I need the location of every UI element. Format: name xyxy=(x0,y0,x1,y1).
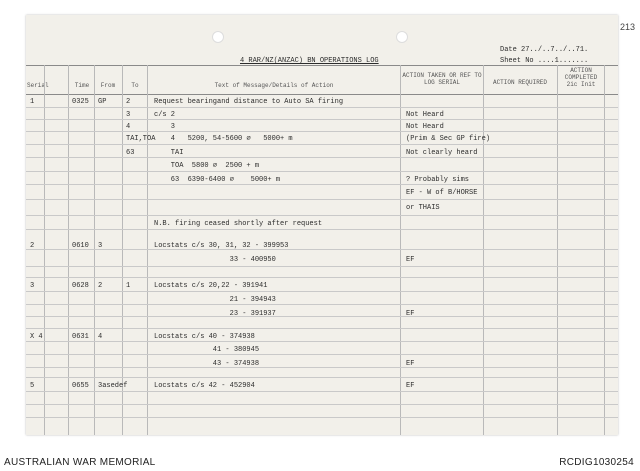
action-taken-cell: EF xyxy=(406,310,415,318)
row-rule xyxy=(26,367,618,368)
col-serial-header: Serial xyxy=(27,82,49,89)
log-sheet xyxy=(26,15,618,435)
time-cell: 0655 xyxy=(72,382,89,390)
column-rule xyxy=(44,65,45,435)
column-rule xyxy=(604,65,605,435)
row-rule xyxy=(26,199,618,200)
from-cell: GP xyxy=(98,98,107,106)
column-rule xyxy=(557,65,558,435)
col-action-required-header: ACTION REQUIRED xyxy=(492,79,547,86)
from-cell: 3 xyxy=(98,242,103,250)
log-title: 4 RAR/NZ(ANZAC) BN OPERATIONS LOG xyxy=(240,57,379,65)
row-rule xyxy=(26,277,618,278)
col-from-header: From xyxy=(100,82,116,89)
serial-cell: 3 xyxy=(30,282,35,290)
row-rule xyxy=(26,249,618,250)
message-text-cell: Request bearingand distance to Auto SA firing xyxy=(154,98,344,106)
date-field: Date 27../..7../..71. xyxy=(500,46,589,54)
to-cell: 63 xyxy=(126,149,135,157)
action-taken-cell: ? Probably sims xyxy=(406,176,470,184)
row-rule xyxy=(26,157,618,158)
to-cell: 1 xyxy=(126,282,131,290)
col-action-completed-header: ACTION COMPLETED 2ic Init xyxy=(564,67,598,88)
message-text-cell: 21 - 394943 xyxy=(154,296,276,304)
row-rule xyxy=(26,107,618,108)
message-text-cell: 4 5200, 54-5600 ∅ 5000+ m xyxy=(154,135,293,143)
archive-credit: AUSTRALIAN WAR MEMORIAL xyxy=(4,457,156,468)
action-taken-cell: EF xyxy=(406,360,415,368)
action-taken-cell: Not clearly heard xyxy=(406,149,478,157)
punch-hole xyxy=(212,31,224,43)
row-rule xyxy=(26,144,618,145)
action-taken-cell: or THAIS xyxy=(406,204,440,212)
row-rule xyxy=(26,377,618,378)
from-cell: 4 xyxy=(98,333,103,341)
action-taken-cell: Not Heard xyxy=(406,123,444,131)
row-rule xyxy=(26,341,618,342)
message-text-cell: 33 - 400950 xyxy=(154,256,276,264)
row-rule xyxy=(26,354,618,355)
action-taken-cell: EF xyxy=(406,256,415,264)
message-text-cell: 43 - 374938 xyxy=(154,360,260,368)
row-rule xyxy=(26,131,618,132)
message-text-cell: N.B. firing ceased shortly after request xyxy=(154,220,323,228)
row-rule xyxy=(26,328,618,329)
to-cell: 2 xyxy=(126,98,131,106)
message-text-cell: Locstats c/s 40 - 374938 xyxy=(154,333,255,341)
message-text-cell: 3 xyxy=(154,123,176,131)
row-rule xyxy=(26,171,618,172)
serial-cell: 2 xyxy=(30,242,35,250)
row-rule xyxy=(26,291,618,292)
from-cell: 3asedef xyxy=(98,382,128,390)
row-rule xyxy=(26,417,618,418)
message-text-cell: TAI xyxy=(154,149,184,157)
col-action-taken-header: ACTION TAKEN OR REF TO LOG SERIAL xyxy=(402,72,482,86)
sheet-number-field: Sheet No ....1....... xyxy=(500,57,589,65)
table-top-rule xyxy=(26,65,618,66)
action-taken-cell: Not Heard xyxy=(406,111,444,119)
col-text-header: Text of Message/Details of Action xyxy=(214,82,334,89)
time-cell: 0325 xyxy=(72,98,89,106)
row-rule xyxy=(26,404,618,405)
row-rule xyxy=(26,391,618,392)
to-cell: 4 xyxy=(126,123,131,131)
time-cell: 0610 xyxy=(72,242,89,250)
row-rule xyxy=(26,266,618,267)
header-bottom-rule xyxy=(26,94,618,95)
message-text-cell: Locstats c/s 20,22 - 391941 xyxy=(154,282,268,290)
message-text-cell: Locstats c/s 42 - 452904 xyxy=(154,382,255,390)
from-cell: 2 xyxy=(98,282,103,290)
column-rule xyxy=(94,65,95,435)
message-text-cell: 63 6390-6400 ∅ 5000+ m xyxy=(154,176,281,184)
message-text-cell: Locstats c/s 30, 31, 32 - 399953 xyxy=(154,242,289,250)
row-rule xyxy=(26,215,618,216)
row-rule xyxy=(26,316,618,317)
time-cell: 0631 xyxy=(72,333,89,341)
action-taken-cell: (Prim & Sec GP fire) xyxy=(406,135,491,143)
row-rule xyxy=(26,304,618,305)
column-rule xyxy=(68,65,69,435)
column-rule xyxy=(400,65,401,435)
column-rule xyxy=(122,65,123,435)
serial-cell: 5 xyxy=(30,382,35,390)
serial-cell: X 4 xyxy=(30,333,43,341)
message-text-cell: TOA 5800 ∅ 2500 + m xyxy=(154,162,260,170)
column-rule xyxy=(483,65,484,435)
punch-hole xyxy=(396,31,408,43)
time-cell: 0628 xyxy=(72,282,89,290)
col-to-header: To xyxy=(131,82,139,89)
serial-cell: 1 xyxy=(30,98,35,106)
archive-reference: RCDIG1030254 xyxy=(559,457,634,468)
column-rule xyxy=(147,65,148,435)
action-taken-cell: EF - W of B/HORSE xyxy=(406,189,478,197)
message-text-cell: 23 - 391937 xyxy=(154,310,276,318)
row-rule xyxy=(26,229,618,230)
row-rule xyxy=(26,119,618,120)
page-number: 213 xyxy=(620,22,636,32)
to-cell: TAI,TOA xyxy=(126,135,156,143)
action-taken-cell: EF xyxy=(406,382,415,390)
row-rule xyxy=(26,184,618,185)
message-text-cell: 41 - 380945 xyxy=(154,346,260,354)
col-time-header: Time xyxy=(74,82,90,89)
to-cell: 3 xyxy=(126,111,131,119)
message-text-cell: c/s 2 xyxy=(154,111,176,119)
